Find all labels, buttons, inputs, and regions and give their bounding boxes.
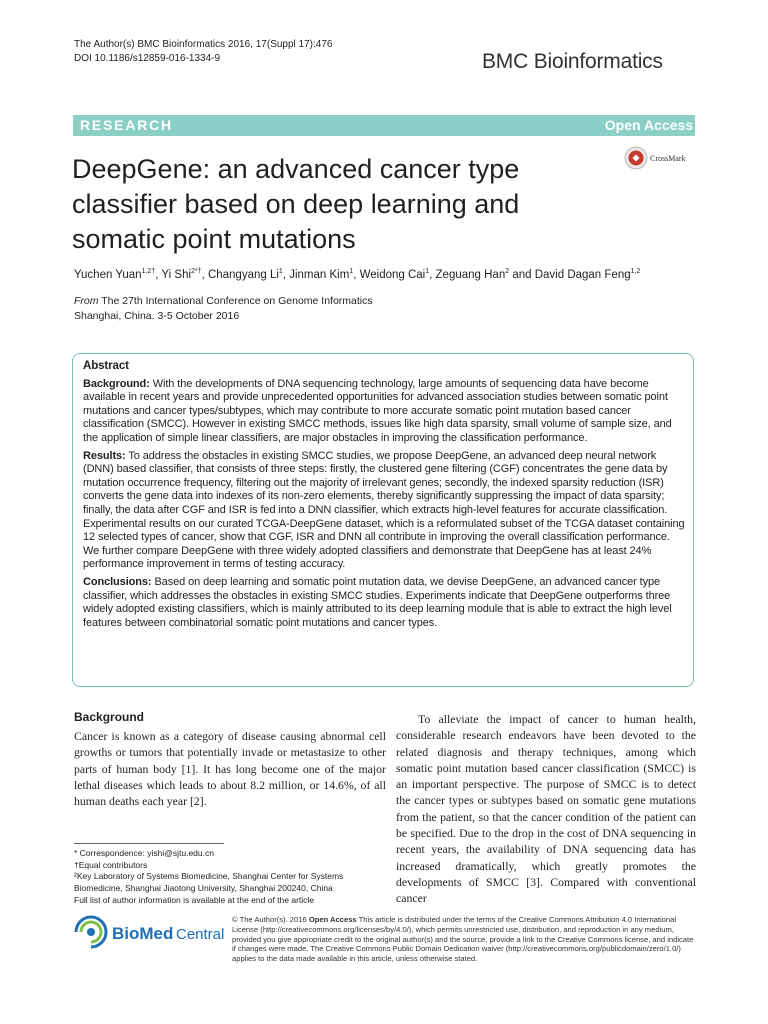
affiliation-note: ²Key Laboratory of Systems Biomedicine, Shanghai Center for Systems Biomedicine, Shanghai Jiaotong University, Shanghai 200240, China xyxy=(74,871,344,894)
author-name: Yi Shi xyxy=(161,268,192,281)
crossmark-label: CrossMark xyxy=(650,154,686,163)
author-info-note: Full list of author information is available at the end of the article xyxy=(74,894,315,905)
article-type-label: RESEARCH xyxy=(80,117,173,133)
citation-header xyxy=(74,38,332,66)
equal-contrib-note: †Equal contributors xyxy=(74,859,148,870)
journal-name: BMC Bioinformatics xyxy=(482,50,663,73)
abstract xyxy=(83,360,687,634)
author-list: Yuchen Yuan$^{1,2\dagger}$, Yi Shi$^{2*\dagger}$, Changyang Li$^1$, Jinman Kim$^1$, Weidong Cai$^1$, Zeguang Han$^2$ and David Dagan Feng$^{1,2}$ xyxy=(74,268,641,281)
from-label: From xyxy=(74,295,99,307)
biomed-central-logo[interactable] xyxy=(72,913,227,951)
footnote-divider xyxy=(74,843,224,844)
abstract-conclusions: Conclusions: Based on deep learning and somatic point mutation data, we devise DeepGene, an advanced cancer type classifier, which addresses the obstacles in existing SMCC studies. Experiments indicate that DeepGene outperforms three widely adopted existing classifiers, which is mainly attributed to its deep learning module that is able to extract the high level features between combinatorial somatic point mutations and cancer types. xyxy=(83,575,672,629)
author-name: Yuchen Yuan xyxy=(74,268,142,281)
body-text-right: To alleviate the impact of cancer to human health, considerable research endeavors have been devoted to the related diagnosis and therapy techniques, among which somatic point mutation based cancer classification (SMCC) is an important perspective. The purpose of SMCC is to detect the cancer types or subtypes based on somatic gene mutations from the patient, so that the cancer condition of the patient can be specified. Due to the drop in the cost of DNA sequencing in recent years, the availability of DNA sequencing data has increased dramatically, which greatly promotes the developments of SMCC [3]. Compared with conventional cancer xyxy=(396,712,696,906)
abstract-title: Abstract xyxy=(83,360,129,372)
license-text: © The Author(s). 2016 Open Access This article is distributed under the terms of the Creative Commons Attribution 4.0 International License (http://creativecommons.org/licenses/by/4.0/), which permits unrestricted use, distribution, and reproduction in any medium, provided you give appropriate credit to the original author(s) and the source, provide a link to the Creative Commons license, and indicate if changes were made. The Creative Commons Public Domain Dedication waiver (http://creativecommons.org/publicdomain/zero/1.0/) applies to the data made available in this article, unless otherwise stated. xyxy=(232,915,694,964)
conference-name: The 27th International Conference on Genome Informatics xyxy=(101,295,373,307)
author-name: Jinman Kim xyxy=(289,268,350,281)
open-access-label: Open Access xyxy=(604,117,693,133)
conference-info xyxy=(74,294,373,324)
logo-word-biomed: BioMed xyxy=(112,924,174,943)
correspondence-note: * Correspondence: yishi@sjtu.edu.cn xyxy=(74,848,214,858)
article-title: DeepGene: an advanced cancer type classifier based on deep learning and somatic point mutations xyxy=(72,154,520,254)
abstract-results: Results: To address the obstacles in existing SMCC studies, we propose DeepGene, an advanced deep neural network (DNN) based classifier, that consists of three steps: firstly, the clustered gene filtering (CGF) concentrates the gene data by mutation occurrence frequency, filtering out the majority of irrelevant genes; secondly, the indexed sparsity reduction (ISR) converts the gene data into indexes of its non-zero elements, thereby significantly suppressing the impact of data sparsity; finally, the data after CGF and ISR is fed into a DNN classifier, which extracts high-level features for accurate classification. Experimental results on our curated TCGA-DeepGene dataset, which is a reformulated subset of the TCGA dataset containing 12 selected types of cancer, show that CGF, ISR and DNN all contribute in improving the overall classification performance. We further compare DeepGene with three widely adopted classifiers and demonstrate that DeepGene has at least 24% performance improvement in terms of testing accuracy. xyxy=(83,449,685,571)
citation-line: The Author(s) BMC Bioinformatics 2016, 17(Suppl 17):476 xyxy=(74,39,333,50)
author-name: Weidong Cai xyxy=(359,268,426,281)
body-text-left: Cancer is known as a category of disease causing abnormal cell growths or tumors that potentially invade or metastasize to other parts of human body [1]. It has long become one of the major lethal diseases which leads to about 8.2 million, or 14.6%, of all human deaths each year [2]. xyxy=(74,729,386,809)
author-name: Changyang Li xyxy=(207,268,279,281)
footnotes xyxy=(74,848,394,907)
crossmark-icon xyxy=(624,145,698,171)
abstract-background: Background: With the developments of DNA sequencing technology, large amounts of sequencing data have become available in recent years and provide unprecedented opportunities for advanced association studies between somatic point mutations and cancer types/subtypes, which may contribute to more accurate somatic point mutation based cancer classification (SMCC). However in existing SMCC methods, issues like high data sparsity, small volume of sample size, and the application of simple linear classifiers, are major obstacles in improving the classification performance. xyxy=(83,377,672,444)
section-heading: Background xyxy=(74,710,145,724)
conference-location: Shanghai, China. 3-5 October 2016 xyxy=(74,310,240,322)
biomed-logo-icon xyxy=(72,913,227,951)
doi-line: DOI 10.1186/s12859-016-1334-9 xyxy=(74,53,221,64)
author-name: David Dagan Feng xyxy=(534,268,631,281)
crossmark-badge[interactable] xyxy=(624,145,698,171)
logo-word-central: Central xyxy=(176,926,225,943)
author-name: Zeguang Han xyxy=(435,268,506,281)
